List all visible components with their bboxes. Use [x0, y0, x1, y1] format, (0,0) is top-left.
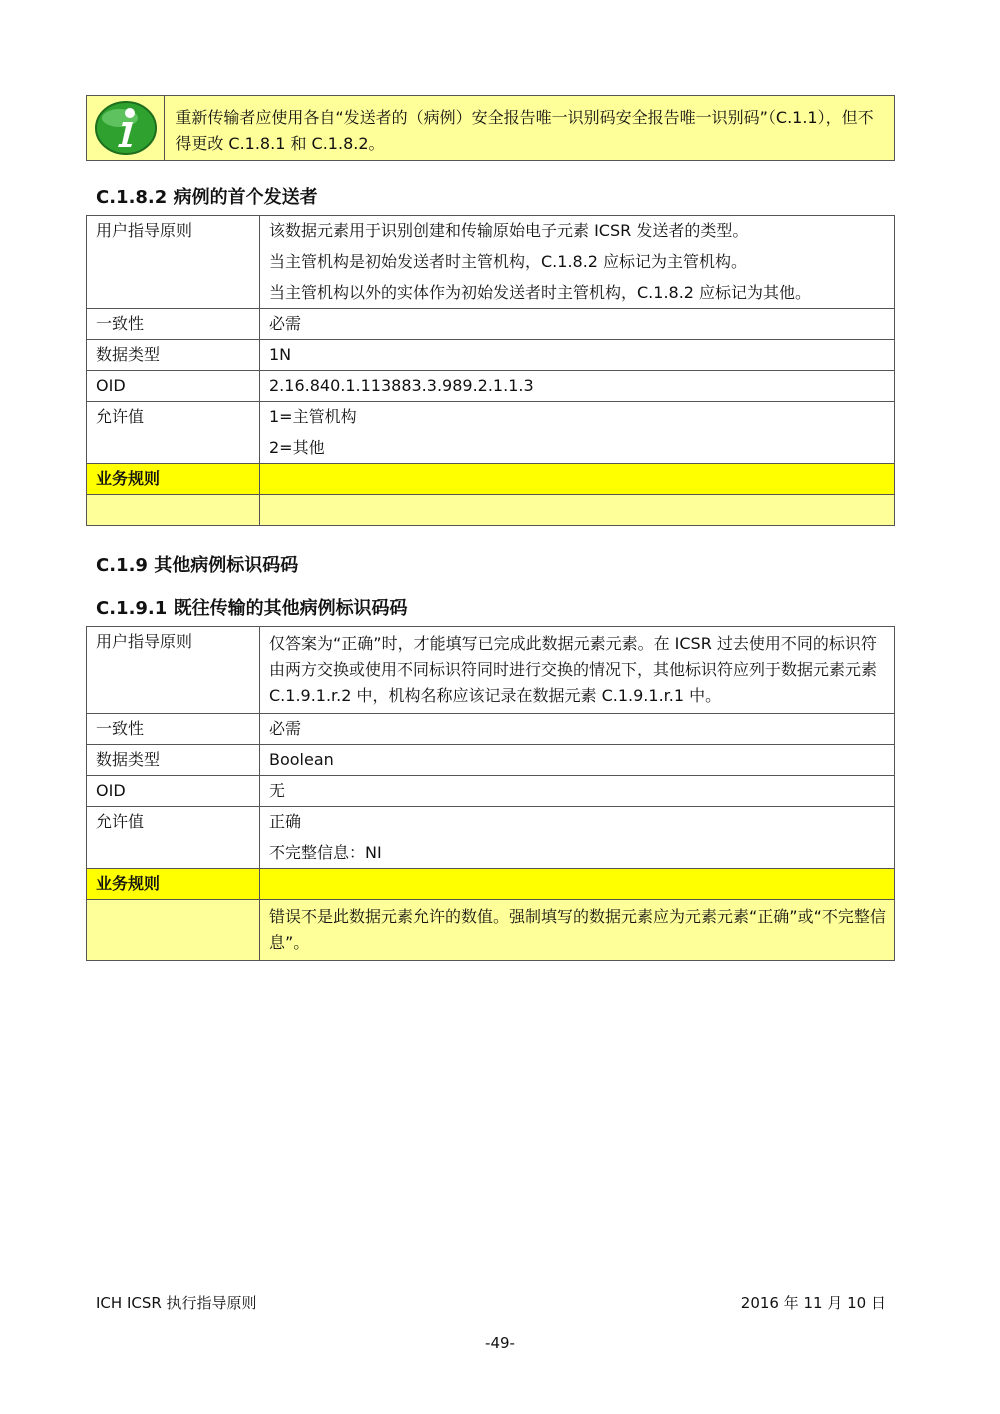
row-value	[260, 627, 895, 714]
table-row	[87, 309, 895, 340]
row-label: 一致性	[87, 714, 260, 745]
row-label: 允许值	[87, 807, 260, 869]
table-row	[87, 216, 895, 309]
table-row	[87, 807, 895, 869]
guideline-paragraph: 当主管机构是初始发送者时主管机构，C.1.8.2 应标记为主管机构。	[269, 252, 748, 271]
business-rules-body-empty	[87, 495, 260, 526]
row-label: OID	[87, 371, 260, 402]
row-value: 1N	[260, 340, 895, 371]
row-label: 允许值	[87, 402, 260, 464]
section-heading-c191: C.1.9.1 既往传输的其他病例标识码码	[96, 598, 408, 619]
table-row	[87, 776, 895, 807]
row-value: 2.16.840.1.113883.3.989.2.1.1.3	[260, 371, 895, 402]
row-label: 数据类型	[87, 340, 260, 371]
table-row	[87, 340, 895, 371]
row-value	[260, 402, 895, 464]
table-row	[87, 371, 895, 402]
section-heading-c182: C.1.8.2 病例的首个发送者	[96, 187, 318, 208]
table-row	[87, 627, 895, 714]
row-label: 数据类型	[87, 745, 260, 776]
business-rules-header-empty	[260, 869, 895, 900]
business-rules-body-row	[87, 900, 895, 961]
allowed-value: 2=其他	[269, 438, 325, 457]
row-value	[260, 216, 895, 309]
table-row	[87, 402, 895, 464]
page-number: -49-	[485, 1334, 515, 1352]
row-value: 必需	[260, 714, 895, 745]
business-rules-body-empty	[87, 900, 260, 961]
footer-document-title: ICH ICSR 执行指导原则	[96, 1294, 257, 1312]
allowed-value: 不完整信息：NI	[269, 843, 382, 862]
business-rules-label: 业务规则	[87, 464, 260, 495]
allowed-value: 1=主管机构	[269, 407, 357, 426]
business-rules-body-row	[87, 495, 895, 526]
guideline-paragraph: 该数据元素用于识别创建和传输原始电子元素 ICSR 发送者的类型。	[269, 221, 749, 240]
business-rules-text	[260, 900, 895, 961]
business-rules-header-empty	[260, 464, 895, 495]
info-note-text: 重新传输者应使用各自“发送者的（病例）安全报告唯一识别码安全报告唯一识别码”（C.1.1），但不得更改 C.1.8.1 和 C.1.8.2。	[175, 108, 874, 153]
row-label: 用户指导原则	[87, 627, 260, 714]
guideline-paragraph: 当主管机构以外的实体作为初始发送者时主管机构，C.1.8.2 应标记为其他。	[269, 283, 812, 302]
business-rules-label: 业务规则	[87, 869, 260, 900]
allowed-value: 正确	[269, 812, 302, 831]
section-heading-c19: C.1.9 其他病例标识码码	[96, 555, 299, 576]
table-row	[87, 714, 895, 745]
business-rules-header-row	[87, 869, 895, 900]
info-note	[86, 95, 895, 161]
business-rules-header-row	[87, 464, 895, 495]
footer-date: 2016 年 11 月 10 日	[740, 1294, 886, 1312]
business-rules-body-empty	[260, 495, 895, 526]
info-icon-cell	[87, 96, 165, 160]
business-rules-text-content: 错误不是此数据元素允许的数值。强制填写的数据元素应为元素元素“正确”或“不完整信息”。	[269, 907, 886, 952]
row-value: Boolean	[260, 745, 895, 776]
table-row	[87, 745, 895, 776]
guideline-text: 仅答案为“正确”时，才能填写已完成此数据元素元素。在 ICSR 过去使用不同的标识符由两方交换或使用不同标识符同时进行交换的情况下，其他标识符应列于数据元素元素 C.1.9.1.r.2 中，机构名称应该记录在数据元素 C.1.9.1.r.1 中。	[269, 634, 878, 705]
row-label: 用户指导原则	[87, 216, 260, 309]
row-label: 一致性	[87, 309, 260, 340]
row-label: OID	[87, 776, 260, 807]
row-value	[260, 807, 895, 869]
info-icon	[94, 100, 158, 156]
row-value: 无	[260, 776, 895, 807]
spec-table-c191	[86, 626, 895, 961]
spec-table-c182	[86, 215, 895, 526]
row-value: 必需	[260, 309, 895, 340]
